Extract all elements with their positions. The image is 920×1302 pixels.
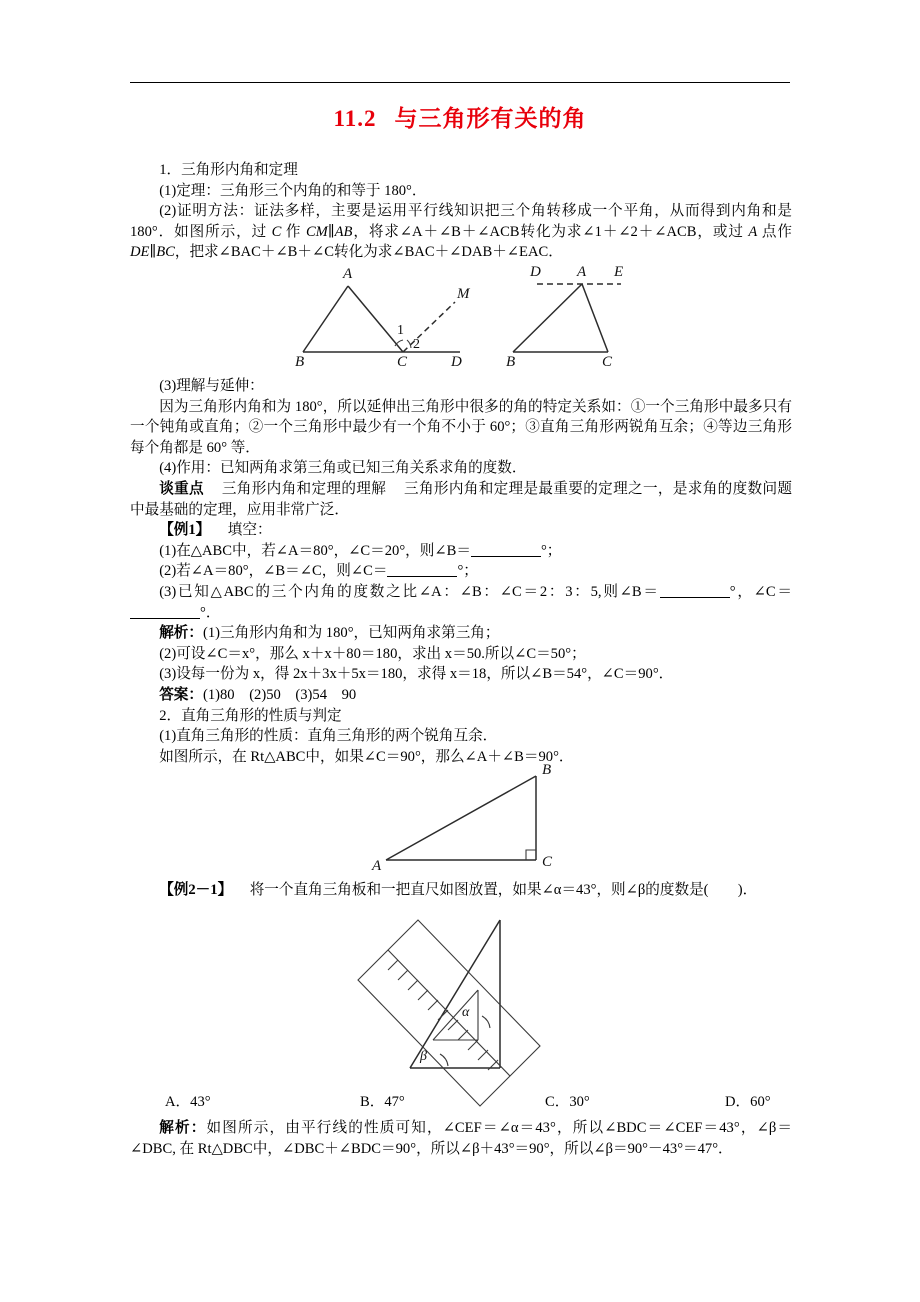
option-c-value: 30° [569,1094,590,1110]
example1-q2-text: (2)若∠A＝80°，∠B＝∠C，则∠C＝ [159,563,388,580]
proof-text-b: 作 [281,223,306,240]
option-d-value: 60° [750,1094,771,1110]
section1-understanding-heading: (3)理解与延伸： [159,378,264,394]
example2-analysis-body: 如图所示，由平行线的性质可知，∠CEF＝∠α＝43°，所以∠BDC＝∠CEF＝43°，∠β＝∠DBC, 在 Rt△DBC中，∠DBC＋∠BDC＝90°，所以∠β＋43°＝90°，所以∠β＝90°－43°＝47°． [130,1120,792,1157]
example1-analysis-2: (2)可设∠C＝x°，那么 x＋x＋80＝180，求出 x＝50.所以∠C＝50°； [159,645,586,662]
example1-answer-body: (1)80 (2)50 (3)54 90 [202,686,357,703]
example1-answer [130,685,792,706]
example1-analysis-a1: (1)三角形内角和为 180°，已知两角求第三角； [202,625,500,642]
fig2-label-B: B [542,762,552,778]
keypoint-label: 谈重点 [159,480,204,497]
option-d[interactable] [725,1090,771,1111]
fig1-right-label-A: A [577,264,587,280]
figure2-svg [370,762,570,872]
example1-q1-tail: °； [540,542,562,559]
proof-point-a: A [748,223,758,240]
option-a-value: 43° [190,1094,211,1110]
figure-ruler-setsquare [340,898,600,1083]
fig1-left-angle-1: 1 [397,323,404,338]
example2-analysis-block [130,1118,792,1159]
fig3-label-alpha: α [462,1005,470,1020]
example1-q3-blank1[interactable] [660,597,730,598]
example2-question-text: 将一个直角三角板和一把直尺如图放置，如果∠α＝43°，则∠β的度数是( )． [249,882,758,898]
fig1-right-label-C: C [602,354,613,370]
proof-point-c: C [271,223,282,240]
example1-q2-blank[interactable] [387,576,457,577]
proof-text-d: ，将求∠A＋∠B＋∠ACB转化为求∠1＋∠2＋∠ACB，或过 [352,223,749,240]
example1-q3-text: (3)已知△ABC的三个内角的度数之比∠A：∠B：∠C＝2：3：5,则∠B＝ [159,583,660,600]
example1-q3-tail: °． [200,604,221,621]
section2-heading: 2．直角三角形的性质与判定 [159,707,342,724]
figure-right-triangle [370,762,570,872]
keypoint-paragraph [130,479,792,520]
example2-options [165,1090,805,1111]
section2-property: (1)直角三角形的性质：直角三角形的两个锐角互余． [159,728,498,745]
page-title [130,100,790,133]
keypoint-topic: 三角形内角和定理的理解 [221,480,387,497]
fig1-left-label-M: M [457,286,470,302]
page-title-text: 与三角形有关的角 [394,106,587,131]
keypoint-body: 三角形内角和定理是最重要的定理之一，是求角的度数问题中最基础的定理，应用非常广泛． [130,480,792,518]
fig1-right-label-E: E [614,264,624,280]
example1-q3-blank2[interactable] [130,618,200,619]
fig1-right-label-D: D [530,264,541,280]
example1-tag: 【例1】 [159,522,211,539]
example1-q3 [130,582,792,623]
fig2-label-C: C [542,854,553,870]
fig3-ruler [358,920,540,1106]
figure-triangles-pair [285,262,635,370]
example1-prompt: 填空： [227,522,272,539]
header-rule [130,82,790,83]
option-b[interactable] [360,1090,545,1111]
fig1-left-label-A: A [343,266,353,282]
figure3-svg [340,898,600,1083]
section1-heading: 1．三角形内角和定理 [159,162,298,178]
fig3-label-beta: β [420,1049,427,1064]
option-c[interactable] [545,1090,725,1111]
proof-line-de: DE∥BC [130,244,175,261]
example1-q1-blank[interactable] [471,556,541,557]
page-title-number: 11.2 [333,106,377,131]
fig1-left-label-C: C [397,354,408,370]
figure1-svg [285,262,635,370]
option-a-key: A． [165,1094,191,1110]
example2-tag: 【例2－1】 [159,882,233,898]
fig1-right-label-B: B [506,354,516,370]
example2-analysis [130,1118,792,1159]
proof-text-f: 点作 [757,223,792,240]
option-c-key: C． [545,1094,570,1110]
proof-line-cm: CM∥AB [305,223,353,240]
section1-extension-block [130,376,792,767]
example1-analysis-3: (3)设每一份为 x，得 2x＋3x＋5x＝180，求得 x＝18，所以∠B＝54°，∠C＝90°． [159,666,674,683]
example1-analysis-1 [130,623,792,644]
example1-answer-label: 答案： [159,686,203,703]
fig1-left-label-D: D [451,354,462,370]
fig1-right-triangle [506,264,623,370]
fig1-left-label-B: B [295,354,305,370]
option-d-key: D． [725,1094,751,1110]
example2-analysis-label: 解析： [159,1120,207,1136]
option-b-value: 47° [384,1094,405,1110]
example1-q2-tail: °； [457,563,478,580]
example1-q1 [130,541,792,562]
fig1-left-angle-2: 2 [413,337,420,352]
proof-text-a: (2)证明方法：证法多样，主要是运用平行线知识把三个角转移成一个平角，从而得到内角和是 180°．如图所示，过 [130,203,792,240]
section1-definition: (1)定理：三角形三个内角的和等于 180°． [159,182,427,199]
fig2-label-A: A [372,858,382,874]
example1-header [130,520,792,541]
section1-usage: (4)作用：已知两角求第三角或已知三角关系求角的度数． [159,460,527,477]
example1-analysis-label: 解析： [159,625,203,642]
section1-block [130,160,792,263]
example1-q3-mid: °，∠C＝ [729,583,792,600]
section1-proof-method [130,201,792,263]
example1-q1-text: (1)在△ABC中，若∠A＝80°，∠C＝20°，则∠B＝ [159,542,471,559]
option-a[interactable] [165,1090,360,1111]
proof-text-g: ，把求∠BAC＋∠B＋∠C转化为求∠BAC＋∠DAB＋∠EAC． [174,244,563,261]
option-b-key: B． [360,1094,385,1110]
fig3-inner-triangle [433,990,478,1040]
section1-understanding-body: 因为三角形内角和为 180°，所以延伸出三角形中很多的角的特定关系如：①一个三角形中最多只有一个钝角或直角；②一个三角形中最少有一个角不小于 60°；③直角三角形两锐角互余；④等边三角形每个角都是 60° 等． [130,398,792,456]
fig1-left-triangle [295,266,471,370]
example1-q2 [130,561,792,582]
section2-figure-note: 如图所示，在 Rt△ABC中，如果∠C＝90°，那么∠A＋∠B＝90°． [159,748,574,765]
